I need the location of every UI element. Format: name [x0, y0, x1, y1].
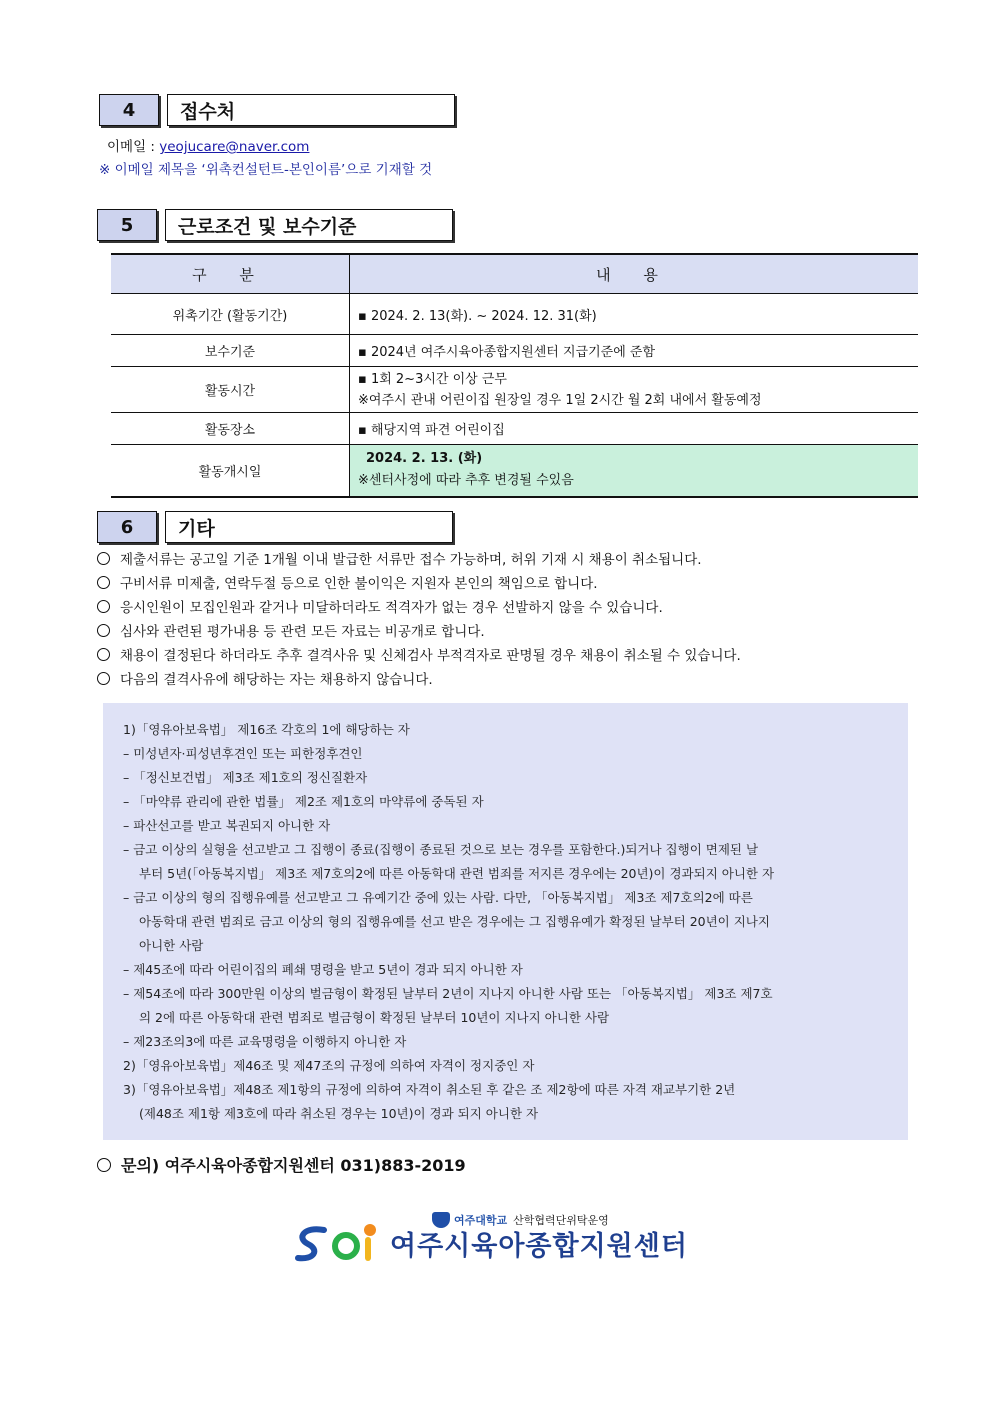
section-number: 6 [97, 511, 157, 543]
box-line: – 미성년자·피성년후견인 또는 피한정후견인 [123, 746, 363, 761]
disqualification-box [103, 703, 908, 1140]
box-line: (제48조 제1항 제3호에 따라 취소된 경우는 10년)이 경과 되지 아니한 자 [139, 1106, 539, 1121]
circle-bullet-icon [97, 552, 110, 565]
circle-bullet-icon [97, 624, 110, 637]
table-row [111, 413, 918, 445]
table-row [111, 335, 918, 367]
table-row [111, 445, 918, 497]
email-note: ※ 이메일 제목을 ‘위촉컨설턴트-본인이름’으로 기재할 것 [99, 162, 433, 178]
circle-bullet-icon [97, 1158, 111, 1172]
section-5-header [97, 209, 453, 241]
box-line: 2)「영유아보육법」제46조 및 제47조의 규정에 의하여 자격이 정지중인 자 [123, 1058, 535, 1073]
center-logo [294, 1222, 688, 1264]
table-row [111, 294, 918, 335]
row-key: 활동장소 [111, 413, 350, 445]
box-line: 의 2에 따른 아동학대 관련 범죄로 벌금형이 확정된 날부터 10년이 지나지 아니한 사람 [139, 1010, 610, 1025]
box-line: – 파산선고를 받고 복권되지 아니한 자 [123, 818, 331, 833]
box-line: – 제54조에 따라 300만원 이상의 벌금형이 확정된 날부터 2년이 지나지 아니한 사람 또는 「아동복지법」 제3조 제7호 [123, 986, 773, 1001]
column-header-content: 내 용 [350, 254, 919, 294]
box-line: 부터 5년(「아동복지법」 제3조 제7호의2에 따른 아동학대 관련 범죄를 저지른 경우에는 20년)이 경과되지 아니한 자 [139, 866, 775, 881]
box-line: – 금고 이상의 실형을 선고받고 그 집행이 종료(집행이 종료된 것으로 보는 경우를 포함한다.)되거나 집행이 면제된 날 [123, 842, 759, 857]
circle-bullet-icon [97, 600, 110, 613]
box-line: – 제23조의3에 따른 교육명령을 이행하지 아니한 자 [123, 1034, 407, 1049]
email-link[interactable]: yeojucare@naver.com [159, 139, 310, 155]
row-key: 활동개시일 [111, 445, 350, 497]
contact-line: 문의) 여주시육아종합지원센터 031)883-2019 [97, 1153, 466, 1176]
list-item: 심사와 관련된 평가내용 등 관련 모든 자료는 비공개로 합니다. [97, 620, 741, 644]
row-value: ▪ 2024년 여주시육아종합지원센터 지급기준에 준함 [350, 335, 919, 367]
list-item: 제출서류는 공고일 기준 1개월 이내 발급한 서류만 접수 가능하며, 허위 기재 시 채용이 취소됩니다. [97, 548, 741, 572]
section-6-header [97, 511, 453, 543]
university-name: 여주대학교 [454, 1214, 508, 1227]
row-key: 보수기준 [111, 335, 350, 367]
section-title: 근로조건 및 보수기준 [165, 209, 453, 241]
list-item: 채용이 결정된다 하더라도 추후 결격사유 및 신체검사 부적격자로 판명될 경우 채용이 취소될 수 있습니다. [97, 644, 741, 668]
box-line: 1)「영유아보육법」 제16조 각호의 1에 해당하는 자 [123, 722, 410, 737]
box-line: – 「마약류 관리에 관한 법률」 제2조 제1호의 마약류에 중독된 자 [123, 794, 484, 809]
center-name: 여주시육아종합지원센터 [390, 1230, 688, 1262]
circle-bullet-icon [97, 576, 110, 589]
box-line: – 제45조에 따라 어린이집의 폐쇄 명령을 받고 5년이 경과 되지 아니한 자 [123, 962, 523, 977]
row-value: ▪ 2024. 2. 13(화). ~ 2024. 12. 31(화) [350, 294, 919, 335]
box-line: 아동학대 관련 범죄로 금고 이상의 형의 집행유예를 선고 받은 경우에는 그 집행유예가 확정된 날부터 20년이 지나지 [139, 914, 770, 929]
row-value-highlight: 2024. 2. 13. (화) ※센터사정에 따라 추후 변경될 수있음 [350, 445, 919, 497]
notice-list [97, 548, 741, 692]
section-number: 4 [99, 94, 159, 126]
section-title: 기타 [165, 511, 453, 543]
box-line: – 금고 이상의 형의 집행유예를 선고받고 그 유예기간 중에 있는 사람. 다만, 「아동복지법」 제3조 제7호의2에 따른 [123, 890, 753, 905]
row-key: 활동시간 [111, 367, 350, 413]
list-item: 응시인원이 모집인원과 같거나 미달하더라도 적격자가 없는 경우 선발하지 않을 수 있습니다. [97, 596, 741, 620]
center-emblem-icon [294, 1222, 384, 1264]
list-item: 다음의 결격사유에 해당하는 자는 채용하지 않습니다. [97, 668, 741, 692]
box-line: 3)「영유아보육법」제48조 제1항의 규정에 의하여 자격이 취소된 후 같은 조 제2항에 따른 자격 재교부기한 2년 [123, 1082, 736, 1097]
box-line: 아니한 사람 [139, 938, 204, 953]
circle-bullet-icon [97, 648, 110, 661]
section-title: 접수처 [167, 94, 455, 126]
section-4-header [99, 94, 455, 126]
row-value: ▪ 해당지역 파견 어린이집 [350, 413, 919, 445]
column-header-category: 구 분 [111, 254, 350, 294]
section-number: 5 [97, 209, 157, 241]
row-value: ▪ 1회 2~3시간 이상 근무 ※여주시 관내 어린이집 원장일 경우 1일 2시간 월 2회 내에서 활동예정 [350, 367, 919, 413]
email-label: 이메일 : [107, 139, 155, 155]
list-item: 구비서류 미제출, 연락두절 등으로 인한 불이익은 지원자 본인의 책임으로 합니다. [97, 572, 741, 596]
circle-bullet-icon [97, 672, 110, 685]
conditions-table [111, 253, 918, 498]
row-key: 위촉기간 (활동기간) [111, 294, 350, 335]
box-line: – 「정신보건법」 제3조 제1호의 정신질환자 [123, 770, 368, 785]
operator-text: 산학협력단위탁운영 [513, 1214, 609, 1227]
table-row [111, 367, 918, 413]
email-line [107, 135, 309, 155]
